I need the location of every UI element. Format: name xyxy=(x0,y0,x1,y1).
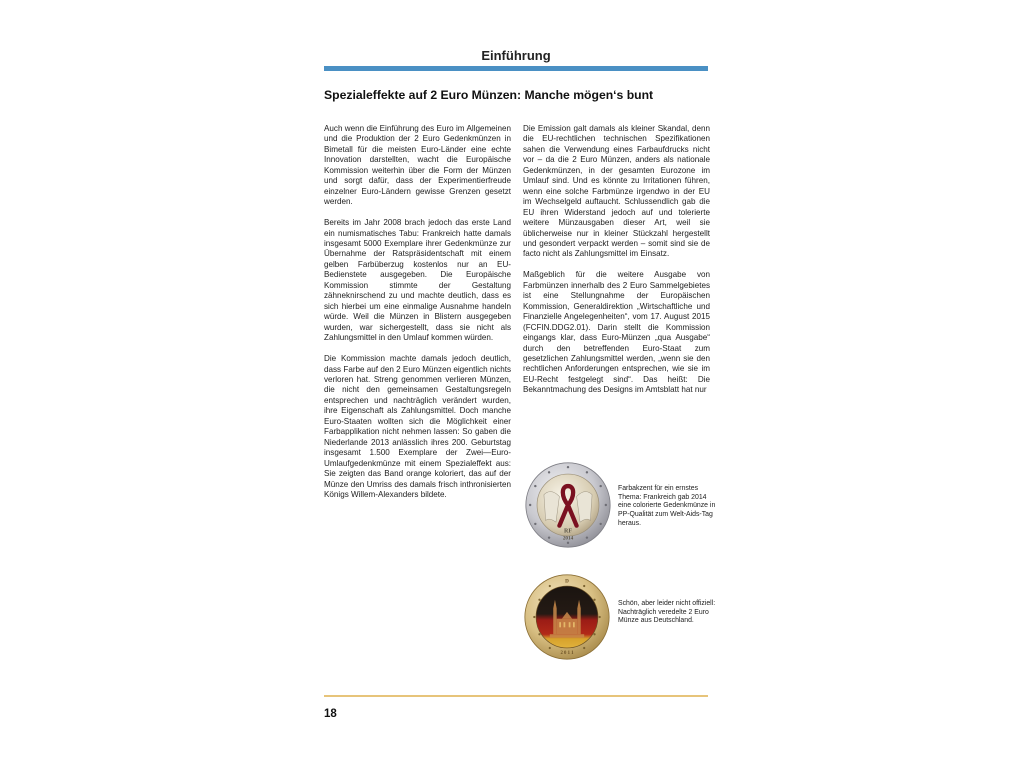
paragraph: Die Kommission machte damals jedoch deutlich, dass Farbe auf den 2 Euro Münzen eigentlich nichts verloren hat. Streng genommen verlieren Münzen, die nicht den gemeinsamen Gestaltungsregeln entsprechen und nachträglich verändert wurden, ihre Eigenschaft als Zahlungsmittel. Doch manche Euro-Staaten wollten sich die Möglichkeit einer Farbapplikation nicht nehmen lassen: So gaben die Niederlande 2013 anlässlich ihres 200. Geburtstag insgesamt 1.500 Exemplare der Zwei—Euro-Umlaufgedenkmünze mit einem Spezialeffekt aus: Sie zeigten das Band orange koloriert, das auf der Münze den Umriss des damals frisch inthronisierten Königs Willem-Alexanders bildete. xyxy=(324,354,511,499)
coin1-year: 2014 xyxy=(562,535,574,542)
paragraph: Maßgeblich für die weitere Ausgabe von Farbmünzen innerhalb des 2 Euro Sammelgebietes ist eine Stellungnahme der Europäischen Kommission, Generaldirektion „Wirtschaftliche und Finanzielle Angelegenheiten“, vom 17. August 2015 (FCFIN.DDG2.01). Darin stellt die Kommission eingangs klar, dass Euro-Münzen „qua Ausgabe“ durch den betreffenden Euro-Staat zum gesetzlichen Zahlungsmittel werden, „wenn sie den rechtlichen Anforderungen entsprechen, wie sie im EU-Recht festgelegt sind“. Das heißt: Die Bekanntmachung des Designs im Amtsblatt hat nur xyxy=(523,270,710,395)
page-number: 18 xyxy=(324,708,337,720)
right-column xyxy=(523,124,710,406)
coin-caption-germany: Schön, aber leider nicht offiziell: Nachträglich veredelte 2 Euro Münze aus Deutschland. xyxy=(618,600,716,625)
paragraph: Bereits im Jahr 2008 brach jedoch das erste Land ein numismatisches Tabu: Frankreich hatte damals insgesamt 5000 Exemplare ihrer Gedenkmünze zur Übernahme der Ratspräsidentschaft mit einem gelben Farbüberzug kostenlos nur an EU-Bedienstete ausgegeben. Die Europäische Kommission stimmte der Gestaltung zähneknirschend zu und machte deutlich, dass es sich hierbei um eine einmalige Ausnahme handeln würde. Weil die Münzen in Blistern ausgegeben wurden, war sichergestellt, dass sie nicht als Zahlungsmittel in den Umlauf kommen würden. xyxy=(324,218,511,343)
coin-image-france-aids xyxy=(525,462,611,548)
left-column xyxy=(324,124,511,511)
coin-germany-graphic xyxy=(524,574,610,660)
footer-rule xyxy=(324,695,708,697)
coin2-year: 2 0 1 1 xyxy=(560,650,574,656)
paragraph: Auch wenn die Einführung des Euro im Allgemeinen und die Produktion der 2 Euro Gedenkmünzen in Bimetall für die meisten Euro-Länder eine echte Innovation darstellten, wacht die Europäische Kommission weiterhin über die Form der Münzen und sorgt dafür, dass der Experimentierfreude einzelner Euro-Ländern gewisse Grenzen gesetzt werden. xyxy=(324,124,511,207)
paragraph: Die Emission galt damals als kleiner Skandal, denn die EU-rechtlichen technischen Spezifikationen sahen die Verwendung eines Farbaufdrucks nicht vor – da die 2 Euro Münzen, anders als nationale Gedenkmünzen, in der gesamten Eurozone im Umlauf sind. Und es könnte zu Irritationen führen, wenn eine solche Farbmünze irgendwo in der EU im Wechselgeld auftaucht. Schlussendlich gab die EU ihren Widerstand jedoch auf und tolerierte weitere Münzausgaben dieser Art, weil sie üblicherweise nur in kleiner Stückzahl hergestellt und gesondert verpackt werden – somit sind sie de facto nicht als Zahlungsmittel im Einsatz. xyxy=(523,124,710,259)
coin2-letter: D xyxy=(565,578,569,585)
title-accent-bar xyxy=(324,66,708,71)
headline: Spezialeffekte auf 2 Euro Münzen: Manche mögen‘s bunt xyxy=(324,88,654,102)
coin-image-germany-colored xyxy=(524,574,610,660)
coin-france-graphic xyxy=(525,462,611,548)
coin1-initials: RF xyxy=(563,528,573,535)
coin-caption-france: Farbakzent für ein ernstes Thema: Frankreich gab 2014 eine colorierte Gedenkmünze in PP-Qualität zum Welt-Aids-Tag heraus. xyxy=(618,485,716,527)
section-title: Einführung xyxy=(481,48,551,63)
